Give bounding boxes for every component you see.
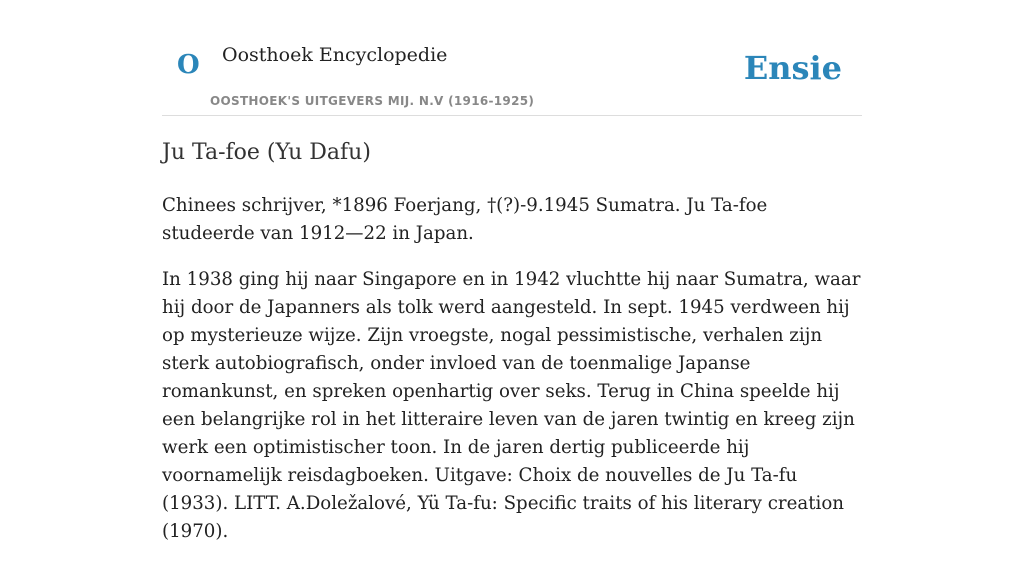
article-body xyxy=(162,192,862,564)
article-paragraph: Chinees schrijver, *1896 Foerjang, †(?)-9.1945 Sumatra. Ju Ta-foe studeerde van 1912—22 in Japan. xyxy=(162,195,768,244)
site-logo[interactable]: O xyxy=(177,50,200,80)
site-name-link[interactable]: Oosthoek Encyclopedie xyxy=(222,44,448,66)
publisher-label: OOSTHOEK'S UITGEVERS MIJ. N.V (1916-1925) xyxy=(210,94,535,108)
brand-logo-link[interactable]: Ensie xyxy=(743,49,842,87)
article-title: Ju Ta-foe (Yu Dafu) xyxy=(162,140,371,165)
header xyxy=(162,0,862,116)
page xyxy=(162,0,862,542)
article-paragraph: In 1938 ging hij naar Singapore en in 1942 vluchtte hij naar Sumatra, waar hij door de Japanners als tolk werd aangesteld. In sept. 1945 verdween hij op mysterieuze wijze. Zijn vroegste, nogal pessimistische, verhalen zijn sterk autobiografisch, onder invloed van de toenmalige Japanse romankunst, en spreken openhartig over seks. Terug in China speelde hij een belangrijke rol in het litteraire leven van de jaren twintig en kreeg zijn werk een optimistischer toon. In de jaren dertig publiceerde hij voornamelijk reisdagboeken. Uitgave: Choix de nouvelles de Ju Ta-fu (1933). LITT. A.Doležalové, Yü Ta-fu: Specific traits of his literary creation (1970). xyxy=(162,269,861,542)
